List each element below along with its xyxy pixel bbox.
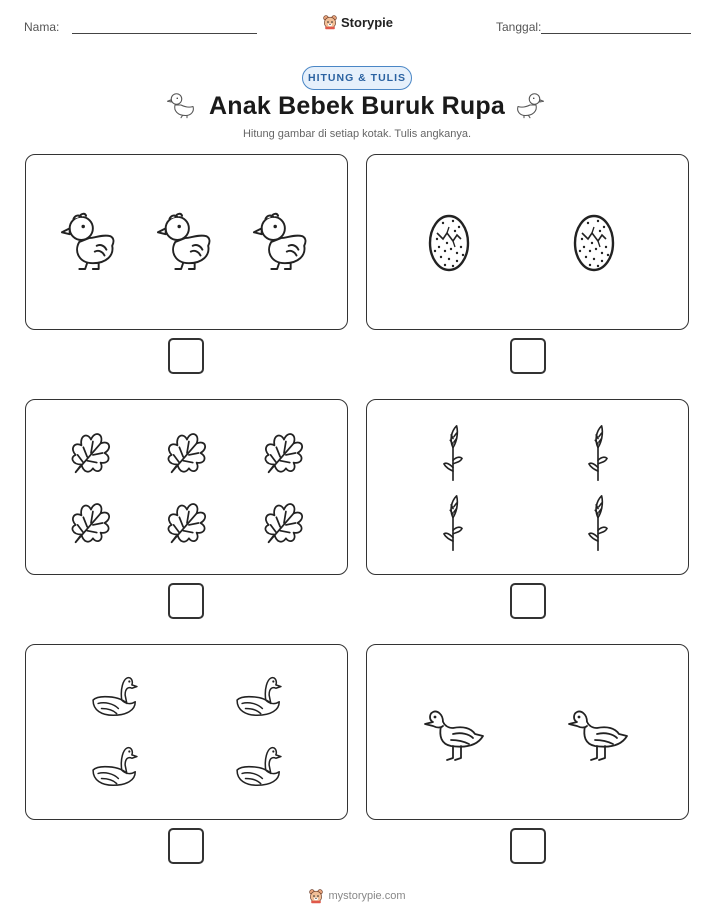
leaf-icon bbox=[164, 496, 210, 550]
leaf-icon bbox=[164, 426, 210, 480]
count-card-leaves bbox=[25, 399, 348, 575]
brand-name: Storypie bbox=[341, 14, 394, 30]
swan-icon bbox=[88, 667, 142, 723]
answer-box[interactable] bbox=[510, 338, 546, 374]
swan-icon bbox=[88, 737, 142, 793]
count-card-ducklings bbox=[25, 154, 348, 330]
duckling-icon bbox=[252, 209, 310, 271]
leaf-icon bbox=[261, 426, 307, 480]
duck-icon bbox=[423, 699, 487, 765]
brand-logo bbox=[322, 14, 393, 30]
answer-box[interactable] bbox=[168, 583, 204, 619]
answer-box[interactable] bbox=[168, 828, 204, 864]
instructions: Hitung gambar di setiap kotak. Tulis angkanya. bbox=[242, 128, 472, 140]
duckling-icon bbox=[515, 90, 545, 120]
answer-box[interactable] bbox=[168, 338, 204, 374]
reed-icon bbox=[587, 494, 609, 552]
duck-icon bbox=[567, 699, 631, 765]
activity-badge: HITUNG & TULIS bbox=[302, 66, 412, 90]
name-line[interactable] bbox=[72, 33, 257, 34]
bear-icon bbox=[308, 888, 324, 904]
duckling-icon bbox=[156, 209, 214, 271]
name-label: Nama: bbox=[24, 20, 60, 34]
leaf-icon bbox=[68, 496, 114, 550]
count-card-eggs bbox=[366, 154, 689, 330]
swan-icon bbox=[232, 667, 286, 723]
footer bbox=[0, 888, 714, 904]
swan-icon bbox=[232, 737, 286, 793]
bear-icon bbox=[322, 14, 338, 30]
footer-url[interactable]: mystorypie.com bbox=[328, 890, 406, 902]
date-label: Tanggal: bbox=[496, 20, 542, 34]
duckling-icon bbox=[60, 209, 118, 271]
reed-icon bbox=[442, 424, 464, 482]
count-card-reeds bbox=[366, 399, 689, 575]
cracked-egg-icon bbox=[427, 207, 471, 275]
leaf-icon bbox=[261, 496, 307, 550]
answer-box[interactable] bbox=[510, 828, 546, 864]
reed-icon bbox=[442, 494, 464, 552]
count-card-swans bbox=[25, 644, 348, 820]
answer-box[interactable] bbox=[510, 583, 546, 619]
cracked-egg-icon bbox=[572, 207, 616, 275]
page-title: Anak Bebek Buruk Rupa bbox=[209, 92, 505, 120]
leaf-icon bbox=[68, 426, 114, 480]
count-card-ducks bbox=[366, 644, 689, 820]
date-line[interactable] bbox=[541, 33, 691, 34]
reed-icon bbox=[587, 424, 609, 482]
